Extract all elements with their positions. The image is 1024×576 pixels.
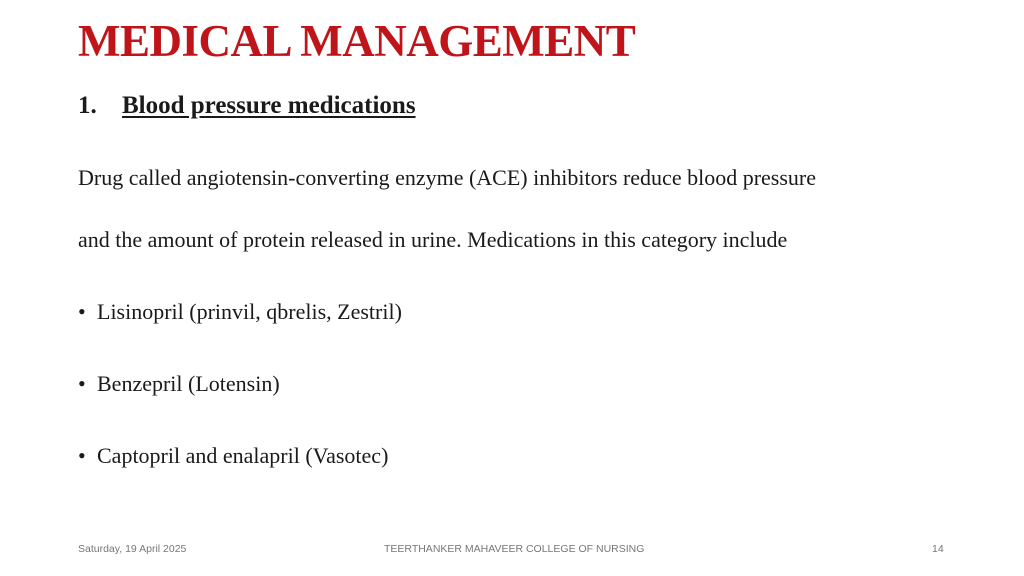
paragraph-line-2: and the amount of protein released in urine. Medications in this category include [78,227,788,252]
section-heading-text: Blood pressure medications [122,92,416,119]
bullet-icon: • [78,371,86,396]
section-heading [78,90,416,122]
bullet-text: Captopril and enalapril (Vasotec) [97,443,389,468]
bullet-icon: • [78,299,86,324]
bullet-icon: • [78,443,86,468]
footer-date: Saturday, 19 April 2025 [78,543,187,555]
bullet-text: Lisinopril (prinvil, qbrelis, Zestril) [97,299,402,324]
paragraph-line-1: Drug called angiotensin-converting enzyme (ACE) inhibitors reduce blood pressure [78,165,816,190]
footer-page-number: 14 [932,543,944,555]
bullet-text: Benzepril (Lotensin) [97,371,280,396]
slide-title: MEDICAL MANAGEMENT [78,16,636,66]
footer-institution: TEERTHANKER MAHAVEER COLLEGE OF NURSING [384,543,645,555]
bullet-item [78,298,402,326]
bullet-item [78,370,280,398]
bullet-item [78,442,388,470]
section-number: 1. [78,92,97,119]
